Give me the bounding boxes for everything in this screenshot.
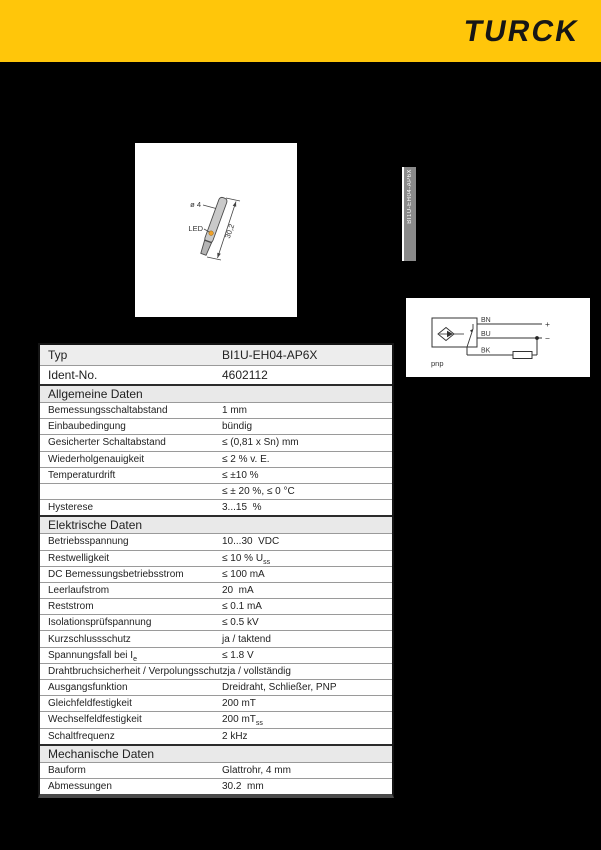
table-row [40,550,392,566]
spec-label: Spannungsfall bei $I_e$ [48,649,137,663]
spec-value: ≤ ±10 % [222,469,259,481]
vertical-product-label [402,167,416,261]
table-row [40,418,392,434]
table-row [40,728,392,744]
spec-label: Wechselfeldfestigkeit [48,714,142,726]
table-row [40,695,392,711]
spec-label: Abmessungen [48,781,112,793]
table-row [40,451,392,467]
table-row [40,762,392,778]
spec-label: Reststrom [48,601,94,613]
spec-label: Ausgangsfunktion [48,682,128,694]
spec-value: 20 mA [222,584,254,596]
spec-value: 2 kHz [222,730,248,742]
junction-dot-icon [535,336,539,340]
table-row [40,679,392,695]
spec-value: ≤ 10 % $U_{ss}$ [222,552,271,566]
spec-label: Isolationsprüfspannung [48,617,152,629]
spec-value: 200 mT [222,698,256,710]
plus-label: + [545,319,550,329]
wiring-diagram [406,298,590,377]
table-row [40,467,392,483]
table-section-header [40,744,392,762]
spec-value: 4602112 [222,367,268,382]
spec-value: ja / taktend [222,633,271,645]
spec-value: ≤ 1.8 V [222,649,254,661]
spec-value: 200 $mT_{ss}$ [222,714,263,728]
product-image [135,143,297,317]
spec-value: Dreidraht, Schließer, PNP [222,682,337,694]
section-title: Elektrische Daten [48,518,143,533]
spec-value: ≤ 100 mA [222,568,265,580]
spec-value: ≤ ± 20 %, ≤ 0 °C [222,486,295,498]
table-row [40,345,392,365]
diameter-label: ø 4 [190,200,201,209]
spec-label: Ident-No. [48,367,98,382]
spec-label: Wiederholgenauigkeit [48,453,145,465]
table-row [40,711,392,727]
spec-value: 3...15 % [222,502,262,514]
vertical-product-label-text: BI1U-EH04-AP6X [407,169,413,224]
spec-table [38,343,394,798]
spec-label: Gesicherter Schaltabstand [48,437,166,449]
spec-label: Bemessungsschaltabstand [48,405,168,417]
spec-label: DC Bemessungsbetriebsstrom [48,568,184,580]
spec-label: Bauform [48,764,86,776]
spec-value: ≤ 0.1 mA [222,601,262,613]
spec-value: bündig [222,421,253,433]
table-row [40,614,392,630]
switch-symbol-icon [467,324,473,347]
spec-value: 10...30 VDC [222,536,280,548]
minus-label: − [545,333,550,344]
table-row [40,778,392,794]
load-resistor-icon [513,352,532,359]
wire-bu-label: BU [481,331,491,338]
spec-value: ja / vollständig [227,665,291,677]
spec-label: Kurzschlussschutz [48,633,131,645]
spec-value: 1 mm [222,405,247,417]
spec-label: Schaltfrequenz [48,730,115,742]
section-title: Mechanische Daten [48,746,155,761]
spec-label: Betriebsspannung [48,536,129,548]
table-row [40,598,392,614]
spec-label: Restwelligkeit [48,552,110,564]
turck-logo: TURCK [461,15,582,48]
table-section-header [40,515,392,533]
spec-label: Typ [48,347,68,362]
spec-label: Hysterese [48,502,94,514]
spec-label: Drahtbruchsicherheit / Verpolungsschutz [48,665,228,677]
spec-label: Temperaturdrift [48,469,116,481]
table-row [40,630,392,646]
table-row [40,663,392,679]
table-row [40,582,392,598]
table-row [40,365,392,385]
table-row [40,483,392,499]
output-mode-label: pnp [431,359,444,368]
wire-bn-label: BN [481,317,491,324]
spec-value: Glattrohr, 4 mm [222,764,291,776]
spec-label: Einbaubedingung [48,421,126,433]
spec-label: Gleichfeldfestigkeit [48,698,132,710]
spec-value: BI1U-EH04-AP6X [222,347,318,362]
section-title: Allgemeine Daten [48,387,143,401]
table-row [40,647,392,663]
sensor-symbol-icon [438,328,464,341]
length-label: 30,2 [223,222,237,240]
spec-value: ≤ 2 % v. E. [222,453,270,465]
table-row [40,499,392,515]
spec-label: Leerlaufstrom [48,584,110,596]
table-row [40,434,392,450]
table-section-header [40,384,392,402]
table-row [40,533,392,549]
sensor-box-icon [432,318,477,347]
table-row [40,566,392,582]
spec-value: 30.2 mm [222,781,264,793]
sensor-drawing [135,143,297,317]
led-label: LED [188,224,203,233]
spec-value: ≤ (0,81 x Sn) mm [222,437,299,449]
table-row [40,402,392,418]
wire-bk-label: BK [481,347,491,355]
header-bar [0,0,601,62]
spec-value: ≤ 0.5 kV [222,617,259,629]
